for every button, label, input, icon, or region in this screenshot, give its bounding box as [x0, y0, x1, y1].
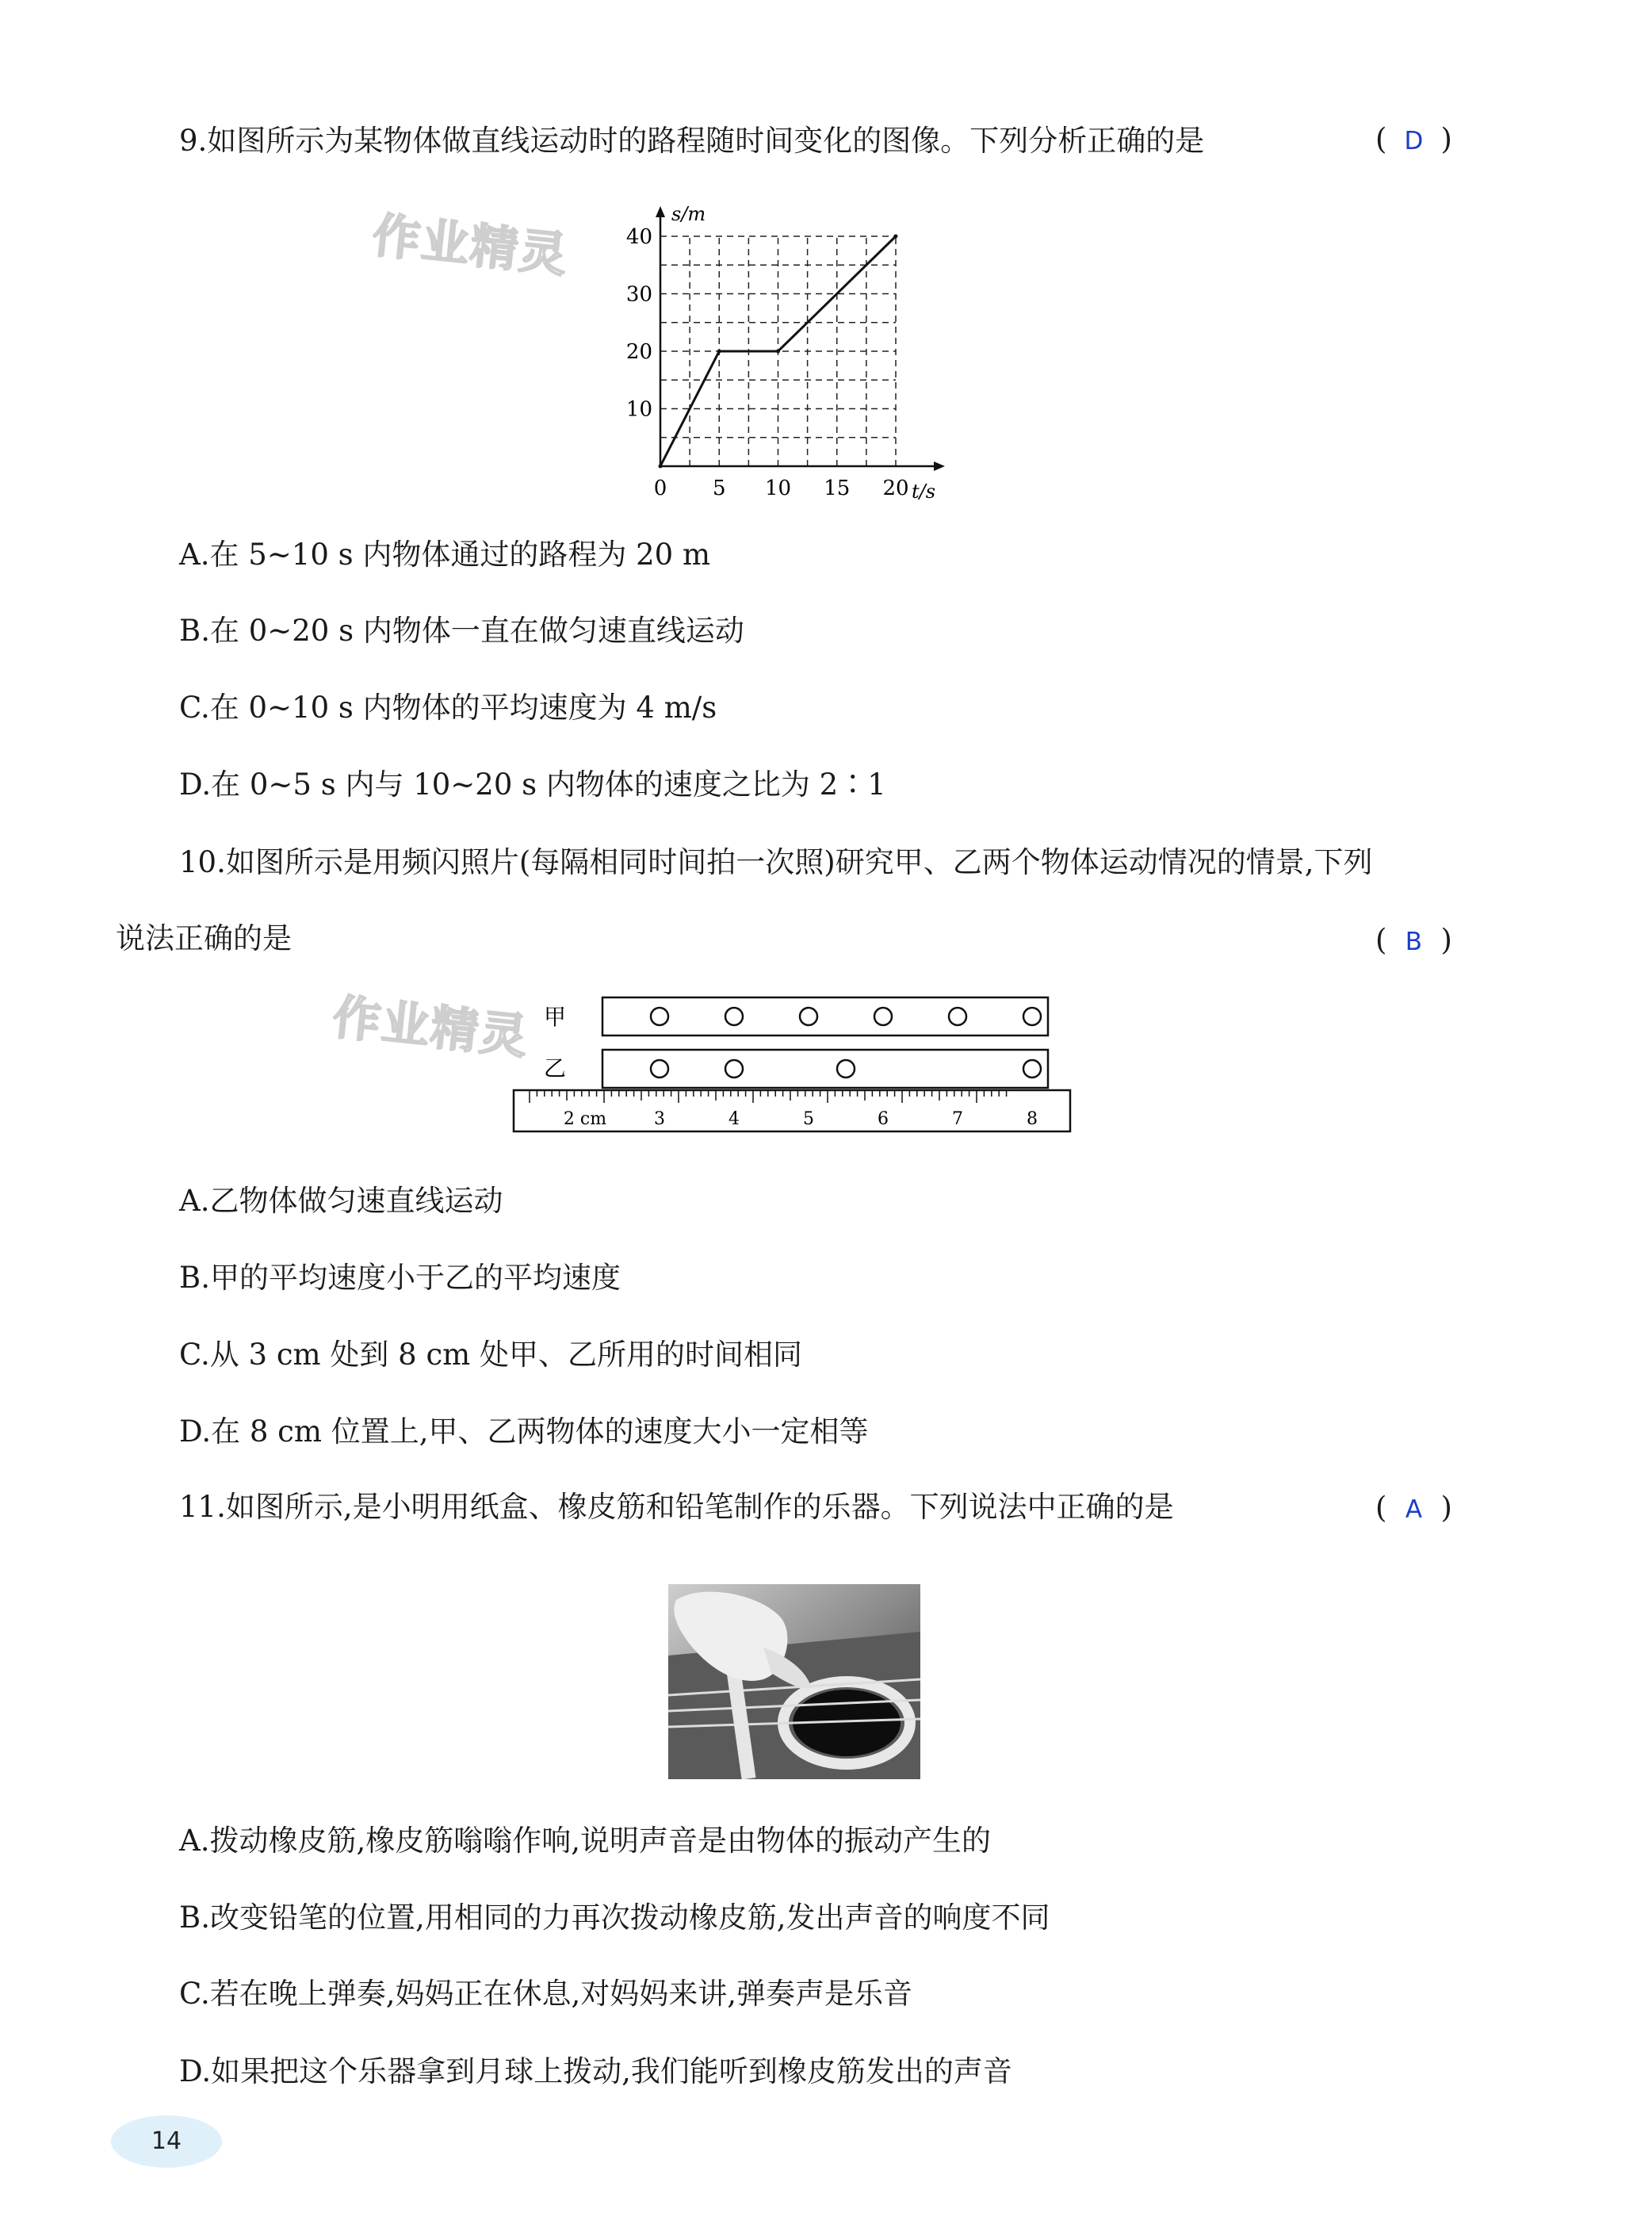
ruler-label: 5 — [803, 1109, 814, 1129]
label-jia: 甲 — [543, 1004, 567, 1030]
series-point — [894, 235, 898, 239]
y-tick-label: 40 — [625, 225, 652, 249]
strip-yi — [602, 1050, 1048, 1088]
q9-option-c: C.在 0~10 s 内物体的平均速度为 4 m/s — [179, 691, 717, 725]
ruler — [514, 1090, 1070, 1131]
x-tick-label: 15 — [824, 477, 851, 500]
strobe-strips — [544, 997, 1048, 1088]
q10-option-a: A.乙物体做匀速直线运动 — [179, 1184, 503, 1218]
y-axis-label: s/m — [671, 203, 706, 225]
q11-option-a: A.拨动橡皮筋,橡皮筋嗡嗡作响,说明声音是由物体的振动产生的 — [179, 1824, 992, 1858]
q11-option-c: C.若在晚上弹奏,妈妈正在休息,对妈妈来讲,弹奏声是乐音 — [179, 1977, 913, 2011]
ruler-label: 7 — [952, 1109, 963, 1129]
watermark-2: 作业精灵 — [330, 990, 532, 1066]
chart-axes — [656, 206, 945, 471]
ruler-label: 6 — [878, 1109, 889, 1129]
ruler-label: 4 — [728, 1109, 740, 1129]
y-axis-arrow — [656, 206, 665, 217]
label-yi: 乙 — [543, 1055, 567, 1081]
series-point — [717, 350, 721, 354]
strip-jia — [602, 997, 1048, 1035]
ruler-label: 3 — [654, 1109, 665, 1129]
y-tick-label: 10 — [625, 397, 652, 422]
page-number: 14 — [111, 2115, 222, 2168]
q10-answer: B — [1405, 928, 1423, 956]
q10-option-c: C.从 3 cm 处到 8 cm 处甲、乙所用的时间相同 — [179, 1338, 803, 1372]
x-tick-label: 10 — [764, 477, 792, 500]
watermark: 作业精灵 — [369, 208, 572, 284]
q9-option-a: A.在 5~10 s 内物体通过的路程为 20 m — [179, 538, 711, 572]
y-tick-label: 30 — [625, 282, 652, 307]
x-tick-label: 5 — [712, 477, 726, 500]
q11-option-d: D.如果把这个乐器拿到月球上拨动,我们能听到橡皮筋发出的声音 — [179, 2054, 1012, 2088]
ruler-label: 8 — [1027, 1109, 1038, 1129]
q9-answer-box: ( D ) — [1375, 122, 1452, 156]
strobe-photo-diagram — [507, 991, 1078, 1142]
q10-stem-line1: 10.如图所示是用频闪照片(每隔相同时间拍一次照)研究甲、乙两个物体运动情况的情景,下列 — [179, 845, 1373, 879]
q11-answer-box: ( A ) — [1375, 1491, 1452, 1525]
q9-option-b: B.在 0~20 s 内物体一直在做匀速直线运动 — [179, 614, 744, 648]
q10-option-d: D.在 8 cm 位置上,甲、乙两物体的速度大小一定相等 — [179, 1414, 869, 1449]
q11-stem: 11.如图所示,是小明用纸盒、橡皮筋和铅笔制作的乐器。下列说法中正确的是 — [179, 1490, 1174, 1524]
ruler-label: 2 cm — [563, 1109, 607, 1129]
distance-time-chart — [618, 198, 983, 500]
x-tick-label: 20 — [882, 477, 909, 500]
series-point — [659, 465, 663, 469]
x-axis-arrow — [934, 461, 945, 471]
q10-stem-line2: 说法正确的是 — [116, 921, 292, 955]
q11-answer: A — [1405, 1495, 1423, 1524]
q9-option-d: D.在 0~5 s 内与 10~20 s 内物体的速度之比为 2∶1 — [179, 767, 886, 802]
x-axis-label: t/s — [912, 480, 936, 500]
series-point — [776, 350, 780, 354]
y-tick-label: 20 — [625, 340, 652, 364]
q10-answer-box: ( B ) — [1375, 923, 1452, 957]
q9-answer: D — [1404, 127, 1424, 155]
q10-option-b: B.甲的平均速度小于乙的平均速度 — [179, 1261, 621, 1295]
x-tick-label: 0 — [653, 477, 667, 500]
q9-stem: 9.如图所示为某物体做直线运动时的路程随时间变化的图像。下列分析正确的是 — [179, 124, 1205, 158]
q11-option-b: B.改变铅笔的位置,用相同的力再次拨动橡皮筋,发出声音的响度不同 — [179, 1901, 1050, 1935]
rubber-band-instrument-photo — [668, 1584, 920, 1779]
